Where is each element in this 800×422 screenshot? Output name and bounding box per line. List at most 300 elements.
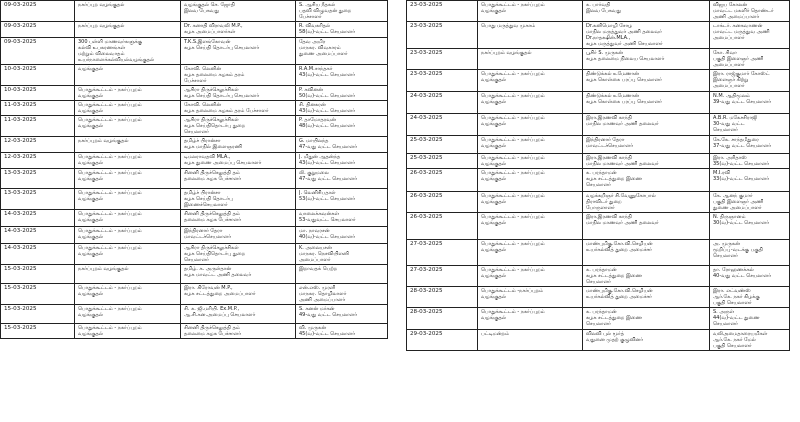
- date-cell: 15-03-2025: [1, 305, 75, 324]
- guest-line: கே.கே. சாந்தமீதுரை: [713, 137, 759, 143]
- event-cell: [478, 22, 583, 49]
- guest-line: 30-வது வட்ட: [713, 121, 745, 127]
- chief-cell: [583, 70, 710, 92]
- event-line: கல்வி உபகரணங்கள்: [78, 45, 126, 51]
- table-row: [407, 330, 790, 351]
- chief-line: திண்டுக்கல் உமேணான்: [586, 93, 639, 99]
- guest-line: பேச்சாளர்: [299, 14, 322, 20]
- chief-line: கழக மாவட்ட அணி தலைவர்: [184, 272, 252, 278]
- event-line: வழங்குதல்: [78, 312, 104, 318]
- chief-line: கழக தலைமை நிலைய செயலாளர்: [586, 56, 665, 62]
- event-line: பொதுக்கூட்டம் - நகர்ப்புறம்: [481, 115, 545, 121]
- event-line: பொதுக்கூட்டம் - நகர்ப்புறம்: [481, 241, 545, 247]
- guest-line: விஜய கோலன்: [713, 2, 748, 8]
- chief-line: பேச்சாளர்: [184, 78, 207, 84]
- guest-line: அமைப்பாளர்: [713, 83, 745, 89]
- chief-line: மாண்புமிகு.கோ.வி.செழியன்: [586, 288, 653, 294]
- table-row: [407, 266, 790, 287]
- table-row: [1, 324, 388, 339]
- guest-line: 47-வது வட்ட செயலாளர்: [299, 144, 358, 150]
- event-line: வழங்குதல்: [78, 217, 104, 223]
- chief-line: தமிழ். க. அருள்தான்: [184, 266, 232, 272]
- event-cell: [75, 284, 181, 305]
- date-cell: 13-03-2025: [1, 189, 75, 210]
- guest-line: கோ. சிவா: [713, 50, 737, 56]
- table-row: [407, 169, 790, 192]
- chief-line: சினனி திருச்செலுத்தி தம்: [184, 211, 240, 217]
- event-line: பொதுக்கூட்டம் - நகர்ப்புறம்: [78, 102, 142, 108]
- date-cell: 14-03-2025: [1, 227, 75, 244]
- chief-line: இலவ பேசுவது: [586, 8, 622, 14]
- event-cell: [478, 330, 583, 351]
- guest-cell: [296, 284, 388, 305]
- event-line: வழங்குதல்: [481, 161, 507, 167]
- event-line: உயர்நாளைக்கல்வியல்வழங்குதல்: [78, 57, 155, 63]
- event-line: பொதுக்கூட்டம் - நகர்ப்புறம்: [78, 228, 142, 234]
- table-row: [1, 244, 388, 265]
- table-row: [1, 137, 388, 153]
- chief-line: கழக செய்தி தொடர்பு: [184, 196, 233, 202]
- guest-line: ஆர்.கே. நகர் மேல்: [713, 337, 756, 343]
- guest-line: டாக்டர். கனகவாணன்: [713, 23, 763, 29]
- event-cell: [75, 305, 181, 324]
- guest-line: வலிஅமைதாரையமிகள்: [713, 331, 768, 337]
- chief-cell: [181, 137, 296, 153]
- event-cell: [478, 154, 583, 169]
- guest-cell: [296, 244, 388, 265]
- event-line: 300 பள்ளி மாணவர்களுக்கு: [78, 39, 143, 45]
- guest-cell: [296, 116, 388, 137]
- event-cell: [75, 137, 181, 153]
- table-row: [1, 1, 388, 22]
- event-cell: [478, 49, 583, 70]
- event-cell: [478, 266, 583, 287]
- guest-cell: [710, 136, 790, 154]
- event-line: பொதுக்கூட்டம் - நகர்ப்புறம்: [481, 267, 545, 273]
- date-cell: 09-03-2025: [1, 1, 75, 22]
- event-cell: [75, 324, 181, 339]
- date-cell: 14-03-2025: [1, 244, 75, 265]
- chief-line: கழக செய்தி தொடர்பு செயலாளர்: [184, 93, 260, 99]
- chief-line: வழக்கறிஞர் சி.வேணுகோபால்: [586, 193, 656, 199]
- chief-cell: [181, 153, 296, 169]
- table-row: [1, 169, 388, 189]
- guest-line: தேவ அமிர: [299, 39, 326, 45]
- guest-line: M.I.ரவி: [713, 170, 731, 176]
- chief-cell: [583, 22, 710, 49]
- table-row: [1, 265, 388, 284]
- table-row: [407, 92, 790, 114]
- event-line: வழங்குதல்: [481, 315, 507, 321]
- chief-line: கோவி. லெனின்: [184, 102, 222, 108]
- chief-cell: [181, 116, 296, 137]
- event-cell: [75, 210, 181, 227]
- chief-line: ஆசிரா திருச்செலுச்சிகள்: [184, 117, 239, 123]
- chief-line: க. பரந்தாமன்: [586, 170, 617, 176]
- chief-line: மாநில மாணவர் அணி தலைவர்: [586, 220, 659, 226]
- schedule-table-right: [406, 0, 790, 351]
- guest-line: S. ஆசிய நீதகல்: [299, 2, 336, 8]
- event-line: பொதுக்கூட்டம் - நகர்ப்புறம்: [78, 211, 142, 217]
- event-cell: [75, 265, 181, 284]
- chief-cell: [181, 227, 296, 244]
- event-cell: [478, 192, 583, 213]
- guest-line: பகுதி இளைஞர் அணி: [713, 56, 764, 62]
- guest-line: லி. குறுமலை: [299, 170, 329, 176]
- guest-line: பகுதி செயலாளர்: [713, 300, 752, 306]
- chief-line: Dr.கனிமொழி சோழ: [586, 23, 633, 29]
- event-line: வழங்குதல்: [78, 251, 104, 257]
- event-line: வழங்குதல்: [481, 294, 507, 300]
- event-cell: [75, 86, 181, 101]
- guest-line: துணை அமைப்பாளர்: [299, 51, 348, 57]
- guest-line: A.B.R. மகேசசிராஜி: [713, 115, 758, 121]
- table-row: [1, 153, 388, 169]
- chief-line: தலைமை கழக பேச்சாளர்: [184, 331, 242, 337]
- chief-line: செயலாளர்: [586, 321, 611, 327]
- chief-cell: [583, 330, 710, 351]
- chief-line: ஆசிரா திருச்செலுச்சிகள்: [184, 87, 239, 93]
- guest-line: இரா. அரிதாஸ்: [713, 155, 747, 161]
- date-cell: 23-03-2025: [407, 1, 478, 22]
- event-line: பொதுக்கூட்டம் - நகர்ப்புறம்: [78, 87, 142, 93]
- guest-line: 53(வ)-வட்ட செயலாளர்: [299, 196, 356, 202]
- date-cell: 09-03-2025: [1, 38, 75, 65]
- guest-line: இரா. ராஜ்குமார் கோஸ்ட்: [713, 71, 770, 77]
- event-line: பொதுக்கூட்டம் - நகர்ப்புறம்: [481, 193, 545, 199]
- table-row: [407, 22, 790, 49]
- guest-line: மாவட்ட மருத்துவ அணி: [713, 29, 770, 35]
- chief-line: திண்டுக்கல் உமேணான்: [586, 71, 639, 77]
- chief-cell: [181, 284, 296, 305]
- guest-cell: [710, 308, 790, 330]
- date-cell: 15-03-2025: [1, 324, 75, 339]
- guest-line: அமைப்பாளர்: [713, 62, 745, 68]
- table-row: [1, 116, 388, 137]
- chief-line: மாநில மாணவர் அணி தலைவர்: [586, 121, 659, 127]
- event-line: பொதுக்கூட்டம் - நகர்ப்புறம்: [78, 285, 142, 291]
- table-row: [1, 38, 388, 65]
- chief-line: மாவட்டச்செயலாளர்: [586, 143, 633, 149]
- guest-line: R.A.M.சாந்தகர்: [299, 66, 333, 72]
- event-line: பொதுக்கூட்டம் - நகர்ப்புறம்: [78, 117, 142, 123]
- event-line: பட்டிமன்றம்: [481, 331, 509, 337]
- guest-line: செயலாளர்: [713, 253, 738, 259]
- chief-cell: [583, 114, 710, 136]
- event-line: நகர்ப்புற வழங்குதல்: [78, 23, 125, 29]
- table-row: [407, 154, 790, 169]
- guest-cell: [296, 86, 388, 101]
- event-cell: [75, 227, 181, 244]
- event-cell: [478, 287, 583, 308]
- guest-line: S. கனன் மர்கன்: [299, 306, 335, 312]
- table-row: [407, 192, 790, 213]
- event-line: வழங்குதல்: [481, 273, 507, 279]
- event-cell: [478, 240, 583, 266]
- chief-line: இலவ பேசுவது: [184, 8, 220, 14]
- table-row: [407, 213, 790, 240]
- chief-cell: [583, 287, 710, 308]
- chief-line: டிமலராவதவி MLA.,: [184, 154, 231, 160]
- date-cell: 09-03-2025: [1, 22, 75, 38]
- event-line: வழங்குதல்: [481, 121, 507, 127]
- date-cell: 27-03-2025: [407, 266, 478, 287]
- event-line: வழங்குதல்: [481, 143, 507, 149]
- chief-line: தமிழ்ச் பிரான்சா: [184, 138, 221, 144]
- event-cell: [75, 1, 181, 22]
- chief-cell: [181, 101, 296, 116]
- event-line: பொதுக்கூட்டம் - நகர்ப்புறம்: [481, 93, 545, 99]
- chief-line: இந்திரனார் தேரா: [586, 137, 625, 143]
- chief-line: கழக சட்டத்துறை இணை: [586, 315, 643, 321]
- guest-line: 45(வ)-வட்ட செயலாளர்: [299, 331, 356, 337]
- date-cell: 25-03-2025: [407, 136, 478, 154]
- event-line: வழங்குதல்: [481, 176, 507, 182]
- chief-line: கழக சட்டத்துறை அமைப்பாளர்: [184, 291, 256, 297]
- event-line: வழங்குதல்: [481, 77, 507, 83]
- table-row: [1, 210, 388, 227]
- chief-line: கழக செய்திதொடர்பு துறை: [184, 251, 246, 257]
- guest-line: கே. ஆனந் குமார்: [713, 193, 753, 199]
- guest-line: செயலாளர்: [713, 127, 738, 133]
- chief-cell: [583, 240, 710, 266]
- event-cell: [75, 101, 181, 116]
- guest-cell: [710, 213, 790, 240]
- event-line: வழங்குதல்: [78, 291, 104, 297]
- event-line: பொதுக்கூட்டம் - நகர்ப்புறம்: [481, 71, 545, 77]
- chief-cell: [181, 22, 296, 38]
- chief-cell: [181, 1, 296, 22]
- event-line: பொதுக்கூட்டம் - நகர்ப்புறம்: [481, 170, 545, 176]
- guest-cell: [710, 92, 790, 114]
- guest-line: 39-வது வட்ட செயலாளர்: [713, 99, 772, 105]
- guest-line: தா. ரோஹணக்கல்: [713, 267, 754, 273]
- chief-line: க. பரந்தாமன்: [586, 309, 617, 315]
- chief-cell: [583, 213, 710, 240]
- table-row: [407, 308, 790, 330]
- chief-line: Dr.நாதக்ஷின்.MLA.,: [586, 35, 631, 41]
- guest-line: N.M. ஆதிமூலம்: [713, 93, 750, 99]
- chief-line: கோவி. லெனின்: [184, 66, 222, 72]
- event-line: பொதுக்கூட்டம் - நகர்ப்புறம்: [78, 154, 142, 160]
- date-cell: 15-03-2025: [1, 265, 75, 284]
- guest-cell: [296, 137, 388, 153]
- event-cell: [478, 70, 583, 92]
- event-line: பொதுக்கூட்டம் - நகர்ப்புறம்: [78, 170, 142, 176]
- chief-line: தலைமை கழக பேச்சாளர்: [184, 176, 242, 182]
- chief-cell: [181, 65, 296, 86]
- table-row: [407, 136, 790, 154]
- guest-cell: [710, 192, 790, 213]
- event-cell: [478, 1, 583, 22]
- guest-line: 30(வ)-வட்ட செயலாளர்: [713, 220, 770, 226]
- chief-cell: [181, 305, 296, 324]
- date-cell: 26-03-2025: [407, 192, 478, 213]
- event-cell: [478, 169, 583, 192]
- guest-line: K. அலையசன்: [299, 245, 332, 251]
- chief-line: சி. க. ஜி.மரியி. Ex.M.P.,: [184, 306, 240, 312]
- chief-cell: [181, 265, 296, 284]
- table-row: [1, 227, 388, 244]
- event-line: பொதுக்கூட்டம் - நகர்ப்புறம்: [481, 309, 545, 315]
- guest-cell: [710, 70, 790, 92]
- chief-line: விலவி புல் மூர்த்: [586, 331, 624, 337]
- chief-cell: [181, 210, 296, 227]
- event-line: நகர்ப்புற வழங்குதல்: [78, 2, 125, 8]
- date-cell: 13-03-2025: [1, 169, 75, 189]
- chief-line: தலைமை கழக பேச்சாளர்: [184, 217, 242, 223]
- event-line: வழங்குதல்: [78, 160, 104, 166]
- chief-line: மாண்புமிகு.கோ.வி.செழியன்: [586, 241, 653, 247]
- guest-line: வாலைக்கவன்கள்: [299, 211, 340, 217]
- schedule-table-left: [0, 0, 388, 339]
- event-cell: [478, 213, 583, 240]
- guest-line: மாநகர. விவகாரம்: [299, 45, 341, 51]
- event-cell: [75, 116, 181, 137]
- guest-line: ஆர்.கே. நகர் கிழக்கு: [713, 294, 760, 300]
- table-row: [1, 305, 388, 324]
- event-cell: [75, 153, 181, 169]
- guest-line: 53-வதுவட்ட செயலாளர்: [299, 217, 356, 223]
- event-line: வழங்குதல்: [78, 331, 104, 337]
- guest-line: துணை அமைப்பாளர்: [713, 205, 762, 211]
- event-cell: [75, 65, 181, 86]
- date-cell: 23-03-2025: [407, 49, 478, 70]
- date-cell: 15-03-2025: [1, 284, 75, 305]
- event-line: வழங்குதல்: [481, 220, 507, 226]
- event-line: பொதுக்கூட்டம் - நகர்ப்புறம்: [78, 245, 142, 251]
- guest-line: மாவட்ட மகளிர் தொண்டர்: [713, 8, 774, 14]
- chief-line: போருளாளர்: [586, 205, 615, 211]
- date-cell: 11-03-2025: [1, 101, 75, 116]
- event-line: பொதுக்கூட்டம் - நகர்ப்புறம்: [481, 2, 545, 8]
- chief-line: கழக மருத்துவர் அணி செயலாளர்: [586, 41, 663, 47]
- event-line: வழங்குதல்: [481, 247, 507, 253]
- guest-line: அணி அமைப்பாளர்: [713, 14, 760, 20]
- event-line: வழங்குதல்: [481, 199, 507, 205]
- date-cell: 24-03-2025: [407, 92, 478, 114]
- chief-line: வதுனை முதற் குழுவினர்: [586, 337, 643, 343]
- chief-line: இரா.இரணவி காந்தி: [586, 115, 632, 121]
- chief-line: சினனி திருச்செலுத்தி தம்: [184, 325, 240, 331]
- table-row: [1, 189, 388, 210]
- chief-line: திராவிடர் துறை: [586, 199, 622, 205]
- guest-line: 50(வ)-வட்ட செயலாளர்: [299, 93, 356, 99]
- event-line: பொதுக்கூட்டம் -நகர்ப்புறம்: [481, 288, 544, 294]
- guest-line: 43(வ)-வட்ட செயலாளர்: [299, 160, 356, 166]
- event-line: மற்றும் விலைவாதம்: [78, 51, 125, 57]
- event-line: பொதுக்கூட்டம் - நகர்ப்புறம்: [78, 190, 142, 196]
- event-cell: [75, 244, 181, 265]
- event-line: பொதுக்கூட்டம் - நகர்ப்புறம்: [78, 325, 142, 331]
- date-cell: 25-03-2025: [407, 154, 478, 169]
- date-cell: 23-03-2025: [407, 22, 478, 49]
- chief-line: Dr. கனாதி விராவலி M.P.,: [184, 23, 243, 29]
- chief-line: இணைச்செயலாளர்: [184, 202, 228, 208]
- guest-line: வி. முருகன்: [299, 325, 327, 331]
- guest-line: 37-வது வட்ட செயலாளர்: [713, 143, 772, 149]
- chief-line: இரா.இரணவி காந்தி: [586, 214, 632, 220]
- chief-line: கழக சட்டத்துறை இணை: [586, 176, 643, 182]
- event-cell: [478, 92, 583, 114]
- date-cell: 23-03-2025: [407, 70, 478, 92]
- table-row: [407, 49, 790, 70]
- event-line: வழங்குதல்: [78, 176, 104, 182]
- chief-cell: [583, 154, 710, 169]
- date-cell: 10-03-2025: [1, 65, 75, 86]
- chief-line: செயலாளர்: [586, 279, 611, 285]
- guest-cell: [296, 101, 388, 116]
- chief-line: கழக மாநில் இளைஞரணி: [184, 144, 243, 150]
- event-line: வழங்குதல்: [481, 99, 507, 105]
- chief-cell: [583, 92, 710, 114]
- chief-line: மாவட்டச்செயலாளர்: [184, 234, 231, 240]
- guest-line: மா. நாவரசன்: [299, 228, 330, 234]
- date-cell: 26-03-2025: [407, 213, 478, 240]
- guest-line: 43(வ)-வட்ட செயலாளர்: [299, 72, 356, 78]
- chief-line: செயலாளர்: [184, 257, 209, 263]
- guest-line: அ. முருகன்: [713, 241, 740, 247]
- date-cell: 24-03-2025: [407, 114, 478, 136]
- event-line: பொதுக்கூட்டம் - நகர்ப்புறம்: [481, 214, 545, 220]
- event-line: பொதுக்கூட்டம் - நகர்ப்புறம்: [78, 306, 142, 312]
- guest-cell: [296, 265, 388, 284]
- guest-line: பதவி விழுவதன் துறை: [299, 8, 352, 14]
- guest-cell: [710, 114, 790, 136]
- guest-cell: [710, 169, 790, 192]
- chief-line: தமிழ்ச் பிரான்சா: [184, 190, 221, 196]
- guest-cell: [710, 22, 790, 49]
- chief-cell: [181, 324, 296, 339]
- chief-line: கழக செய்தி தொடர்பு செயலாளர்: [184, 45, 260, 51]
- chief-line: ஆ.சி.கன.அமைப்பு செயலாளர்: [184, 312, 256, 318]
- guest-cell: [710, 240, 790, 266]
- chief-cell: [181, 38, 296, 65]
- guest-line: சி. தினகரன்: [299, 102, 326, 108]
- chief-line: சினனி திருச்செலுத்தி தம்: [184, 170, 240, 176]
- event-cell: [75, 169, 181, 189]
- event-line: வழங்குதல்: [78, 196, 104, 202]
- chief-line: செயலாளர்: [184, 129, 209, 135]
- guest-line: 43(வ)-வட்ட செயலாளர்: [299, 108, 356, 114]
- guest-cell: [710, 287, 790, 308]
- event-line: வழங்குதல்: [78, 93, 104, 99]
- guest-cell: [296, 324, 388, 339]
- chief-line: இரா.இரணவி காந்தி: [586, 155, 632, 161]
- chief-line: மாநில மருத்துவர் அணி தலைவர்: [586, 29, 662, 35]
- table-row: [407, 287, 790, 308]
- event-line: நகர்ப்புறம் வழங்குதல்: [78, 138, 129, 144]
- guest-line: J. மிதுன் ஆதன்ந்த: [299, 154, 341, 160]
- chief-cell: [181, 169, 296, 189]
- event-line: வழங்குதல்: [78, 123, 104, 129]
- chief-line: க. பரந்தாமன்: [586, 267, 617, 273]
- chief-line: பூசிர் S. முருகன்: [586, 50, 623, 56]
- table-row: [407, 70, 790, 92]
- guest-line: இரா. எட்வண்ஸ்: [713, 288, 751, 294]
- chief-line: கழக தலைமை கழகம் தரம்: [184, 72, 245, 78]
- chief-cell: [181, 244, 296, 265]
- guest-line: மாநகர. நெசவியிளனி: [299, 251, 349, 257]
- guest-line: பகுதி செயலாளர்: [713, 343, 752, 349]
- event-cell: [478, 136, 583, 154]
- event-cell: [75, 38, 181, 65]
- table-row: [1, 22, 388, 38]
- guest-cell: [710, 1, 790, 22]
- date-cell: 26-03-2025: [407, 169, 478, 192]
- chief-line: கழக கொள்கை பரப்பு செயலாளர்: [586, 99, 662, 105]
- guest-line: P. கவினன்: [299, 87, 323, 93]
